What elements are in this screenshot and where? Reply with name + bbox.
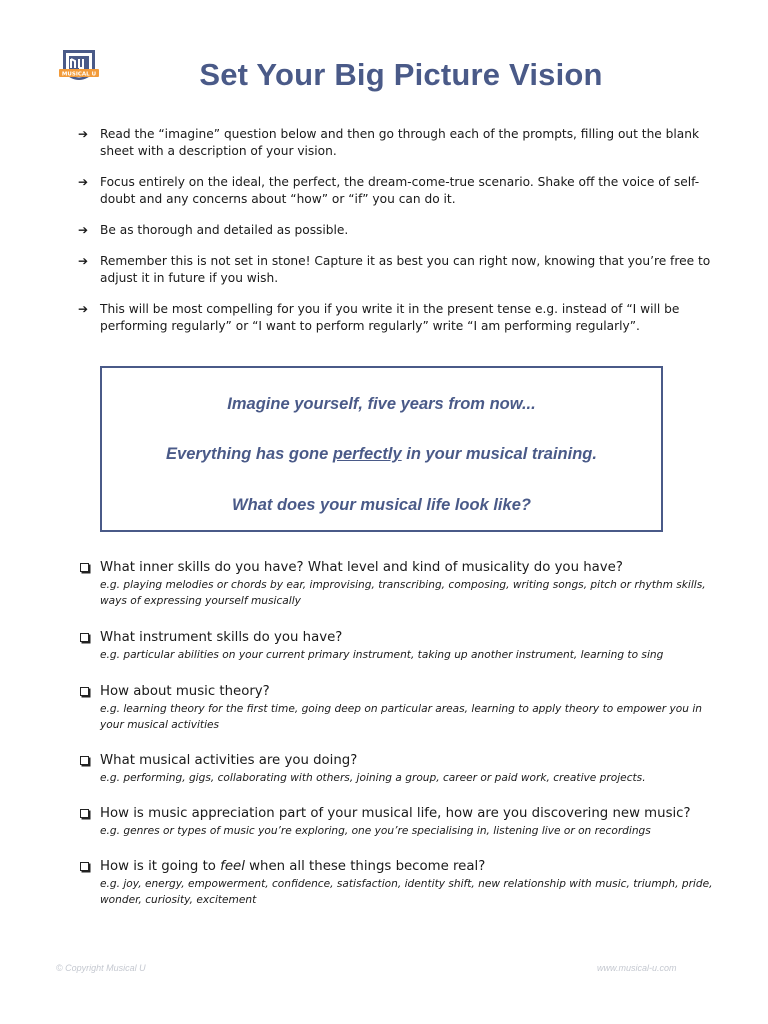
prompt-example: e.g. performing, gigs, collaborating with others, joining a group, career or paid work, creative projects. (100, 772, 646, 784)
vision-line2-start: Everything has gone (166, 445, 333, 463)
prompt-item (78, 559, 718, 609)
checkbox-icon[interactable] (80, 862, 89, 871)
arrow-icon: ➔ (78, 302, 89, 316)
checkbox-icon[interactable] (80, 633, 89, 642)
prompt-item (78, 805, 718, 839)
instruction-text: This will be most compelling for you if you write it in the present tense e.g. instead of “I will be performing regularly” or “I want to perform regularly” write “I am performing regularly”. (100, 302, 680, 333)
prompt-example: e.g. genres or types of music you’re exploring, one you’re specialising in, listening live or on recordings (100, 825, 651, 837)
vision-line-question: What does your musical life look like? (232, 496, 531, 514)
footer-website: www.musical-u.com (597, 963, 677, 973)
checkbox-icon[interactable] (80, 563, 89, 572)
instruction-item (78, 126, 718, 160)
vision-line-imagine: Imagine yourself, five years from now... (227, 395, 536, 413)
prompts-list (78, 559, 718, 908)
prompt-question: How is it going to feel when all these things become real? (100, 859, 486, 874)
prompt-example: e.g. learning theory for the first time, going deep on particular areas, learning to apply theory to empower you in your musical activities (100, 703, 703, 731)
prompt-question: What instrument skills do you have? (100, 630, 343, 645)
vision-line2-end: in your musical training. (401, 445, 597, 463)
instruction-text: Remember this is not set in stone! Capture it as best you can right now, knowing that you’re free to adjust it in future if you wish. (100, 254, 711, 285)
prompt-example: e.g. joy, energy, empowerment, confidence, satisfaction, identity shift, new relationship with music, triumph, pride, wonder, curiosity, excitement (100, 878, 713, 906)
arrow-icon: ➔ (78, 175, 89, 189)
prompt-question: How is music appreciation part of your musical life, how are you discovering new music? (100, 806, 691, 821)
vision-box (100, 366, 663, 532)
instruction-item (78, 174, 718, 208)
checkbox-icon[interactable] (80, 687, 89, 696)
prompt-item (78, 858, 718, 908)
prompt-example: e.g. playing melodies or chords by ear, improvising, transcribing, composing, writing songs, pitch or rhythm skills, ways of expressing yourself musically (100, 579, 706, 607)
arrow-icon: ➔ (78, 127, 89, 141)
instruction-item (78, 253, 718, 287)
prompt-question: What musical activities are you doing? (100, 753, 358, 768)
instruction-text: Read the “imagine” question below and then go through each of the prompts, filling out the blank sheet with a description of your vision. (100, 127, 700, 158)
arrow-icon: ➔ (78, 223, 89, 237)
checkbox-icon[interactable] (80, 756, 89, 765)
vision-line-perfectly (102, 445, 661, 464)
prompt-question: What inner skills do you have? What level and kind of musicality do you have? (100, 560, 623, 575)
instruction-item (78, 222, 718, 239)
instruction-text: Be as thorough and detailed as possible. (100, 223, 349, 237)
svg-text:MUSICAL U: MUSICAL U (61, 71, 97, 78)
prompt-item (78, 752, 718, 786)
page-title: Set Your Big Picture Vision (199, 57, 603, 92)
vision-line2-emphasis: perfectly (332, 445, 402, 463)
checkbox-icon[interactable] (80, 809, 89, 818)
arrow-icon: ➔ (78, 254, 89, 268)
prompt-item (78, 629, 718, 663)
footer-copyright: © Copyright Musical U (56, 963, 146, 973)
prompt-example: e.g. particular abilities on your current primary instrument, taking up another instrument, learning to sing (100, 649, 664, 661)
instructions-list (78, 126, 718, 349)
prompt-question: How about music theory? (100, 684, 270, 699)
instruction-item (78, 301, 718, 335)
instruction-text: Focus entirely on the ideal, the perfect, the dream-come-true scenario. Shake off the voice of self-doubt and any concerns about “how” or “if” you can do it. (100, 175, 700, 206)
prompt-item (78, 683, 718, 733)
